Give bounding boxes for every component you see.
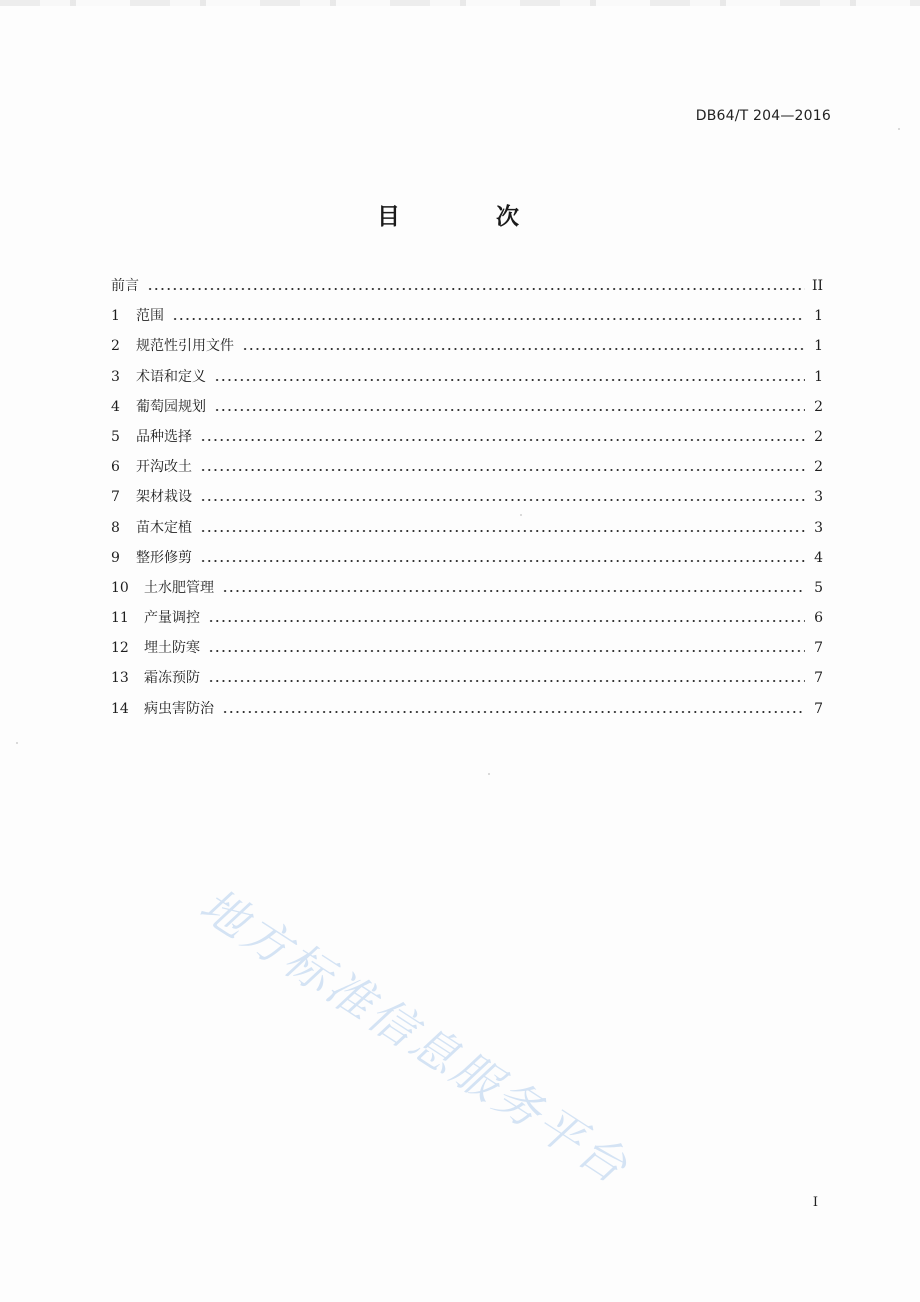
toc-entry-number: 7 <box>111 489 120 506</box>
toc-entry-page: 1 <box>814 368 823 385</box>
toc-entry-13[interactable] <box>111 667 823 697</box>
toc-entry-number: 10 <box>111 579 129 596</box>
toc-list <box>111 275 823 728</box>
toc-entry-number: 6 <box>111 459 120 476</box>
toc-entry-text: 架材栽设 <box>136 489 192 506</box>
toc-entry-4[interactable] <box>111 396 823 426</box>
toc-entry-page: 7 <box>814 670 823 687</box>
toc-leader-dots <box>214 367 805 381</box>
toc-entry-page: 1 <box>814 308 823 325</box>
toc-entry-number: 9 <box>111 549 120 566</box>
toc-leader-dots <box>200 548 805 562</box>
toc-entry-number: 14 <box>111 700 129 717</box>
watermark: 地方标准信息服务平台 <box>190 877 640 1196</box>
toc-entry-page: 2 <box>814 398 823 415</box>
document-code: DB64/T 204—2016 <box>695 108 831 124</box>
toc-entry-6[interactable] <box>111 456 823 486</box>
toc-entry-text: 霜冻预防 <box>144 670 200 687</box>
toc-entry-text: 范围 <box>136 308 164 325</box>
toc-entry-text: 术语和定义 <box>136 368 206 385</box>
toc-entry-number: 12 <box>111 640 129 657</box>
toc-entry-2[interactable] <box>111 335 823 365</box>
toc-entry-page: 5 <box>814 579 823 596</box>
toc-entry-text: 整形修剪 <box>136 549 192 566</box>
scan-speck <box>16 742 18 744</box>
toc-entry-3[interactable] <box>111 366 823 396</box>
toc-entry-number: 2 <box>111 338 120 355</box>
toc-entry-page: 1 <box>814 338 823 355</box>
toc-entry-text: 前言 <box>111 278 139 294</box>
toc-entry-page: 7 <box>814 700 823 717</box>
scan-edge-strip <box>0 0 920 6</box>
toc-leader-dots <box>200 427 805 441</box>
toc-entry-number: 5 <box>111 428 120 445</box>
toc-entry-page: 7 <box>814 640 823 657</box>
toc-entry-8[interactable] <box>111 517 823 547</box>
toc-entry-text: 规范性引用文件 <box>136 338 234 355</box>
toc-entry-page: II <box>811 278 823 294</box>
scan-speck <box>488 773 490 775</box>
toc-leader-dots <box>200 487 805 501</box>
toc-entry-page: 3 <box>814 519 823 536</box>
scan-speck <box>898 128 900 130</box>
toc-entry-page: 2 <box>814 428 823 445</box>
toc-leader-dots <box>208 638 805 652</box>
toc-entry-number: 4 <box>111 398 120 415</box>
toc-entry-7[interactable] <box>111 486 823 516</box>
toc-entry-9[interactable] <box>111 547 823 577</box>
page-number: I <box>812 1195 818 1210</box>
toc-entry-text: 苗木定植 <box>136 519 192 536</box>
toc-entry-text: 埋土防寒 <box>144 640 200 657</box>
toc-entry-page: 6 <box>814 610 823 627</box>
toc-entry-text: 开沟改土 <box>136 459 192 476</box>
toc-entry-14[interactable] <box>111 698 823 728</box>
toc-leader-dots <box>208 668 805 682</box>
toc-entry-12[interactable] <box>111 637 823 667</box>
toc-entry-text: 土水肥管理 <box>144 579 214 596</box>
toc-leader-dots <box>172 306 805 320</box>
toc-entry-1[interactable] <box>111 305 823 335</box>
toc-leader-dots <box>200 457 805 471</box>
toc-entry-5[interactable] <box>111 426 823 456</box>
toc-leader-dots <box>214 397 805 411</box>
scan-speck <box>520 514 522 516</box>
toc-entry-11[interactable] <box>111 607 823 637</box>
toc-entry-foreword[interactable] <box>111 275 823 305</box>
toc-entry-text: 葡萄园规划 <box>136 398 206 415</box>
toc-entry-text: 病虫害防治 <box>144 700 214 717</box>
toc-entry-number: 8 <box>111 519 120 536</box>
toc-entry-page: 3 <box>814 489 823 506</box>
toc-leader-dots <box>242 336 805 350</box>
toc-leader-dots <box>222 699 805 713</box>
toc-entry-number: 13 <box>111 670 129 687</box>
toc-entry-text: 品种选择 <box>136 428 192 445</box>
toc-title: 目 次 <box>376 204 563 230</box>
toc-leader-dots <box>208 608 805 622</box>
toc-leader-dots <box>222 578 805 592</box>
toc-leader-dots <box>200 518 805 532</box>
toc-entry-number: 3 <box>111 368 120 385</box>
toc-entry-number: 1 <box>111 308 120 325</box>
toc-entry-page: 4 <box>814 549 823 566</box>
toc-entry-text: 产量调控 <box>144 610 200 627</box>
toc-leader-dots <box>147 276 805 290</box>
toc-entry-10[interactable] <box>111 577 823 607</box>
toc-entry-number: 11 <box>111 610 129 627</box>
toc-entry-page: 2 <box>814 459 823 476</box>
